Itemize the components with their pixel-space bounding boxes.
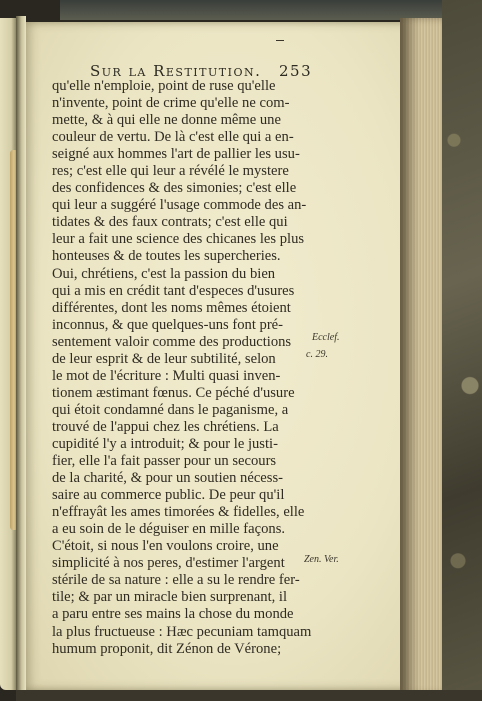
text-line: tidates & des faux contrats; c'est elle qui (52, 214, 288, 231)
running-title: Sur la Restitution. (90, 62, 262, 80)
text-line: couleur de vertu. De là c'est elle qui a en- (52, 129, 294, 146)
text-line: seigné aux hommes l'art de pallier les usu- (52, 146, 300, 163)
text-line: trouvé de l'appui chez les chrétiens. La (52, 418, 279, 435)
text-line: de leur esprit & de leur subtilité, selon (52, 350, 276, 367)
text-line: cupidité l'y a introduit; & pour le justi- (52, 435, 278, 452)
text-line: res; c'est elle qui leur a révélé le mystere (52, 163, 289, 180)
gutter-fold (16, 16, 26, 692)
text-line: mette, & à qui elle ne donne même une (52, 112, 281, 129)
text-line: des confidences & des simonies; c'est elle (52, 180, 297, 197)
text-line: fier, elle l'a fait passer pour un secours (52, 453, 277, 470)
text-line: Oui, chrétiens, c'est la passion du bien (52, 265, 276, 282)
text-line: n'effrayât les ames timorées & fidelles, elle (52, 504, 305, 521)
text-line: qui leur a suggéré l'usage commode des an- (52, 197, 307, 214)
text-line: inconnus, & que quelques-uns font pré- (52, 316, 284, 333)
text-line: de la charité, & pour un soutien nécess- (52, 470, 283, 487)
text-line: tionem æstimant fœnus. Ce péché d'usure (52, 384, 295, 401)
text-line: sentement valoir comme des productions (52, 333, 292, 350)
page-number: 253 (279, 62, 313, 80)
text-line: a paru entre ses mains la chose du monde (52, 606, 294, 623)
body-text (52, 78, 342, 658)
text-line: le mot de l'écriture : Multi quasi inven- (52, 367, 281, 384)
text-line: stérile de sa nature : elle a su le rendre fer- (52, 572, 300, 589)
text-line: saire au commerce public. De peur qu'il (52, 487, 285, 504)
text-line: C'étoit, si nous l'en voulons croire, une (52, 538, 279, 555)
margin-note-ecclesiasticus: Ecclef. (312, 332, 340, 343)
text-line: qui étoit condamné dans le paganisme, a (52, 401, 289, 418)
text-line: simplicité à nos peres, d'estimer l'argent (52, 555, 285, 572)
margin-note-zeno: Zen. Ver. (304, 554, 339, 565)
text-line: leur a fait une science des chicanes les plus (52, 231, 305, 248)
text-line: a eu soin de le déguiser en mille façons. (52, 521, 286, 538)
text-line: tile; & par un miracle bien surprenant, il (52, 589, 288, 606)
text-line: la plus fructueuse : Hæc pecuniam tamquam (52, 623, 312, 640)
marbled-cover (442, 0, 482, 701)
header-dash (276, 40, 284, 41)
cover-top-edge (60, 0, 482, 20)
text-line: qui a mis en crédit tant d'especes d'usures (52, 282, 295, 299)
margin-note-chapter: c. 29. (306, 349, 328, 360)
text-line: différentes, dont les noms mêmes étoient (52, 299, 291, 316)
page-header (60, 32, 400, 82)
text-line: qu'elle n'emploie, point de ruse qu'elle (52, 78, 276, 94)
text-line: n'invente, point de crime qu'elle ne com- (52, 95, 290, 112)
text-line: honteuses & de toutes les supercheries. (52, 248, 281, 265)
text-line: humum proponit, dit Zénon de Vérone; (52, 640, 282, 657)
cover-bottom-edge (16, 690, 482, 701)
